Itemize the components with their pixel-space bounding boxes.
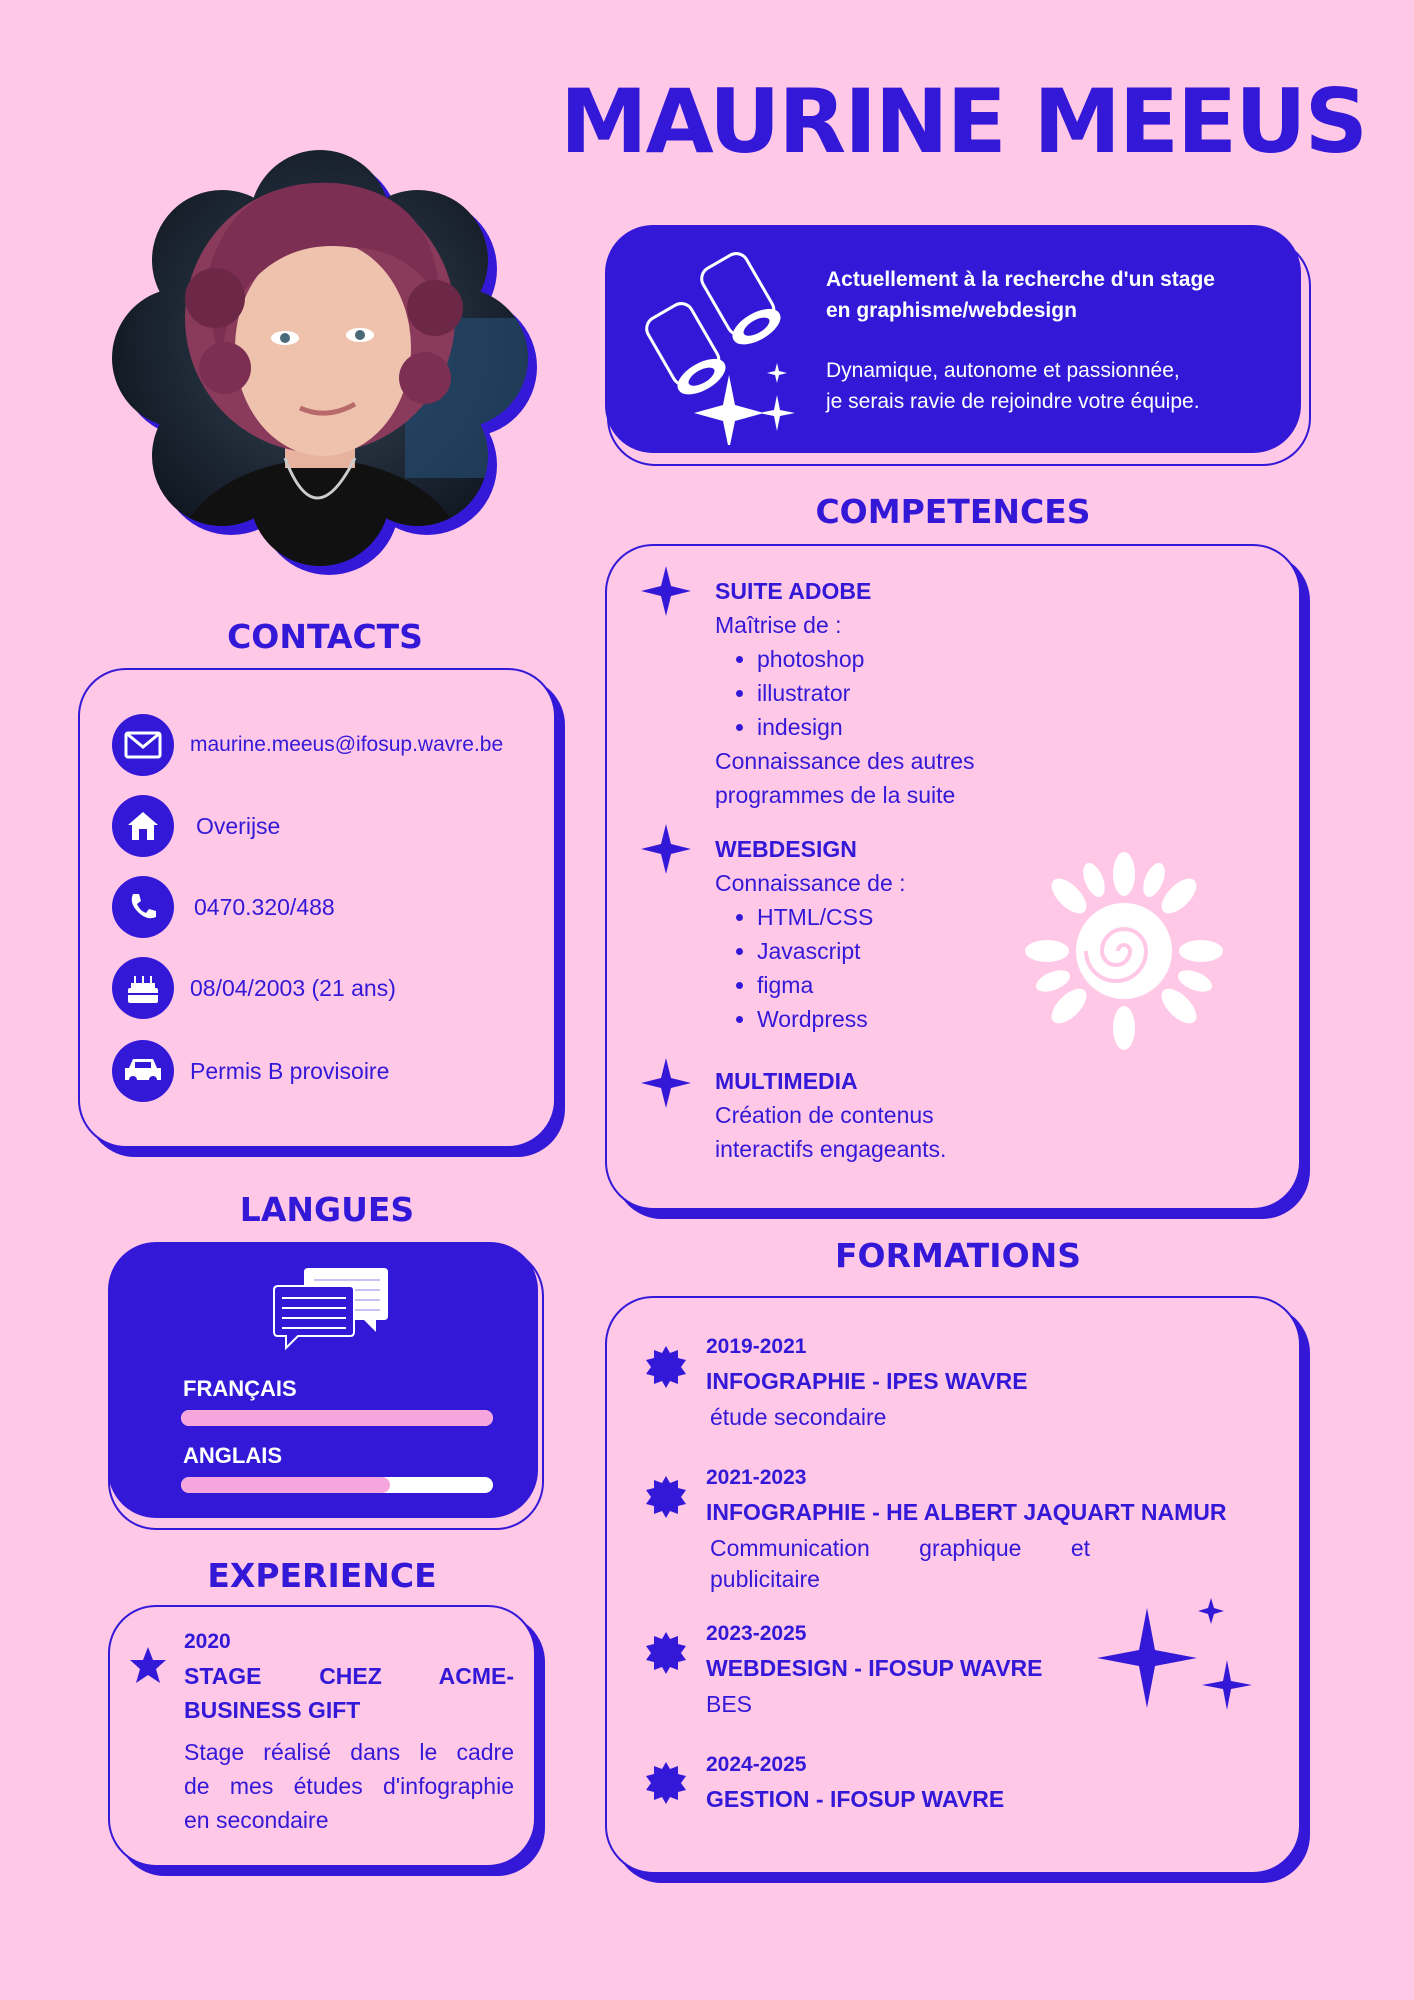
experience-role-2: BUSINESS GIFT <box>184 1697 361 1723</box>
experience-desc-2: de mes études d'infographie <box>184 1773 514 1799</box>
formation-title: WEBDESIGN - IFOSUP WAVRE <box>706 1655 1043 1681</box>
experience-year: 2020 <box>184 1630 231 1653</box>
home-icon <box>112 795 174 857</box>
contact-email <box>112 714 503 776</box>
seal-icon <box>645 1632 687 1674</box>
lang-label-en: ANGLAIS <box>183 1443 282 1468</box>
profile-photo <box>105 138 545 578</box>
seal-icon <box>645 1476 687 1518</box>
birth-text: 08/04/2003 (21 ans) <box>190 974 396 1001</box>
competences-card <box>605 544 1301 1210</box>
langues-card <box>108 1242 538 1518</box>
lang-bar-fr <box>181 1410 493 1426</box>
formation-years: 2024-2025 <box>706 1753 807 1776</box>
sparkle-icon <box>1087 1598 1267 1738</box>
list-item: • figma <box>757 968 906 1002</box>
web-list <box>715 900 906 1036</box>
star-icon <box>128 1645 168 1685</box>
contact-license <box>112 1040 389 1102</box>
formations-title: FORMATIONS <box>834 1236 1082 1275</box>
formation-title: INFOGRAPHIE - IPES WAVRE <box>706 1368 1028 1394</box>
page-title: MAURINE MEEUS <box>560 70 1366 173</box>
city-text: Overijse <box>196 812 281 839</box>
adobe-outro-2: programmes de la suite <box>715 782 956 808</box>
sparkle-icon <box>641 824 691 874</box>
competences-title: COMPETENCES <box>815 492 1091 531</box>
experience-desc-1: Stage réalisé dans le cadre <box>184 1739 514 1765</box>
experience-role-1: STAGE CHEZ ACME- <box>184 1663 514 1689</box>
multi-heading: MULTIMEDIA <box>715 1068 858 1094</box>
lang-label-fr: FRANÇAIS <box>183 1376 297 1401</box>
contact-phone <box>112 876 335 938</box>
web-intro: Connaissance de : <box>715 870 906 896</box>
intro-text-2: je serais ravie de rejoindre votre équipe. <box>826 390 1200 413</box>
sparkle-icon <box>641 566 691 616</box>
web-heading: WEBDESIGN <box>715 836 857 862</box>
multi-line-1: Création de contenus <box>715 1102 934 1128</box>
formation-years: 2019-2021 <box>706 1335 807 1358</box>
seal-icon <box>645 1762 687 1804</box>
adobe-list <box>715 642 975 744</box>
phone-text[interactable]: 0470.320/488 <box>194 893 335 920</box>
list-item: • indesign <box>757 710 975 744</box>
list-item: • Javascript <box>757 934 906 968</box>
formations-card <box>605 1296 1301 1874</box>
list-item: • Wordpress <box>757 1002 906 1036</box>
list-item: • photoshop <box>757 642 975 676</box>
intro-headline-1: Actuellement à la recherche d'un stage <box>826 268 1215 291</box>
sun-icon <box>1019 846 1229 1056</box>
adobe-heading: SUITE ADOBE <box>715 578 872 604</box>
email-text[interactable]: maurine.meeus@ifosup.wavre.be <box>190 733 504 756</box>
lang-bar-fill <box>181 1410 493 1426</box>
intro-card <box>605 225 1301 453</box>
speech-bubbles-icon <box>272 1266 392 1356</box>
list-item: • illustrator <box>757 676 975 710</box>
car-icon <box>112 1040 174 1102</box>
formation-desc: étude secondaire <box>710 1404 887 1430</box>
formation-years: 2023-2025 <box>706 1622 807 1645</box>
intro-text-1: Dynamique, autonome et passionnée, <box>826 359 1180 382</box>
formation-desc-2: publicitaire <box>710 1566 820 1592</box>
phone-icon <box>112 876 174 938</box>
lang-bar-en <box>181 1477 493 1493</box>
experience-desc-3: en secondaire <box>184 1807 329 1833</box>
formation-title: GESTION - IFOSUP WAVRE <box>706 1786 1005 1812</box>
langues-title: LANGUES <box>239 1190 415 1229</box>
contacts-title: CONTACTS <box>227 617 423 656</box>
sparkle-icon <box>641 1058 691 1108</box>
experience-title: EXPERIENCE <box>207 1556 437 1595</box>
binoculars-icon <box>629 245 799 445</box>
formation-desc: BES <box>706 1691 753 1717</box>
experience-card <box>108 1605 536 1867</box>
license-text: Permis B provisoire <box>190 1057 390 1084</box>
formation-years: 2021-2023 <box>706 1466 807 1489</box>
lang-bar-fill <box>181 1477 390 1493</box>
formation-desc: Communication graphique et <box>710 1535 1090 1561</box>
contact-city <box>112 795 280 857</box>
mail-icon <box>112 714 174 776</box>
contact-birth <box>112 957 396 1019</box>
adobe-intro: Maîtrise de : <box>715 612 842 638</box>
adobe-outro-1: Connaissance des autres <box>715 748 975 774</box>
list-item: • HTML/CSS <box>757 900 906 934</box>
multi-line-2: interactifs engageants. <box>715 1136 947 1162</box>
cake-icon <box>112 957 174 1019</box>
seal-icon <box>645 1346 687 1388</box>
formation-title: INFOGRAPHIE - HE ALBERT JAQUART NAMUR <box>706 1499 1227 1525</box>
intro-headline-2: en graphisme/webdesign <box>826 299 1077 322</box>
